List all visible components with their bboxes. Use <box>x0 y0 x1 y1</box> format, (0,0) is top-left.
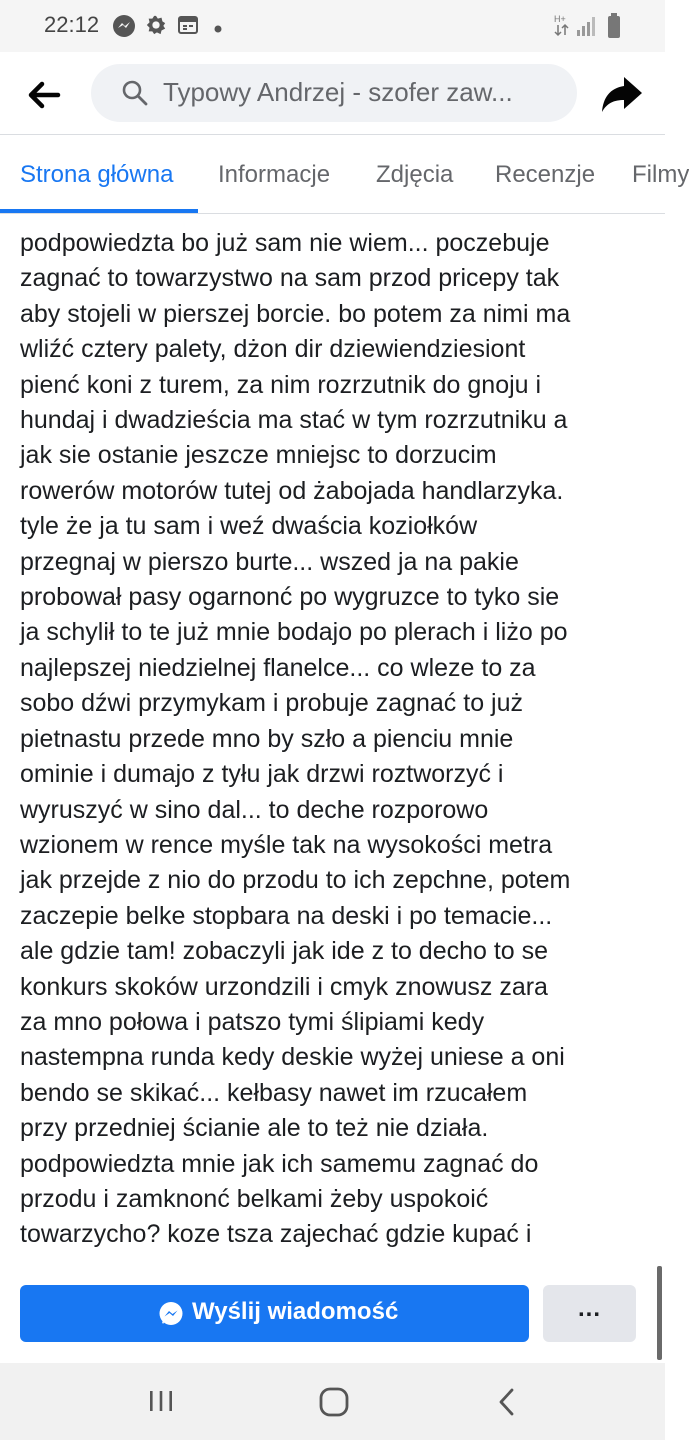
post-line: bendo se skikać... kełbasy nawet im rzucałem <box>20 1078 528 1107</box>
search-icon <box>121 79 149 112</box>
post-line: jak przejde z nio do przodu to ich zepchne, potem <box>20 866 571 895</box>
tab-filmy[interactable]: Filmy <box>632 161 689 188</box>
messenger-status-icon <box>112 14 136 43</box>
home-icon[interactable] <box>319 1387 349 1422</box>
post-text <box>20 226 650 1286</box>
tab-zdjecia[interactable]: Zdjęcia <box>376 161 454 188</box>
post-line: konkurs skoków urzondzili i cmyk znowusz zara <box>20 972 548 1001</box>
more-options-button[interactable] <box>543 1285 636 1342</box>
post-line: jak sie ostanie jeszcze mniejsc to dorzucim <box>20 441 497 470</box>
dot-icon <box>214 20 222 38</box>
status-bar <box>0 0 665 52</box>
tab-bar-divider <box>0 213 665 214</box>
post-line: przegnaj w pierszo burte... wszed ja na pakie <box>20 547 519 576</box>
post-line: pienć koni z turem, za nim rozrzutnik do gnoju i <box>20 370 542 399</box>
post-line: ale gdzie tam! zobaczyli jak ide z to decho to se <box>20 937 549 966</box>
system-nav-bar <box>0 1363 665 1440</box>
post-line: podpowiedzta bo już sam nie wiem... poczebuje <box>20 229 550 257</box>
more-options-label: ... <box>577 1295 601 1322</box>
tab-informacje[interactable]: Informacje <box>218 161 331 188</box>
svg-text:H+: H+ <box>554 14 566 24</box>
send-message-button[interactable] <box>20 1285 529 1342</box>
post-line: nastempna runda kedy deskie wyżej uniese a oni <box>20 1043 565 1072</box>
post-line: ja schylił to te już mnie bodajo po plerach i liżo po <box>20 618 568 647</box>
post-line: tyle że ja tu sam i weź dwaścia koziołków <box>20 512 478 541</box>
post-line: przodu i zamknonć belkami żeby uspokoić <box>20 1184 489 1213</box>
post-line: zaczepie belke stopbara na deski i po temacie... <box>20 901 553 930</box>
post-line: towarzycho? koze tsza zajechać gdzie kupać i <box>20 1220 532 1249</box>
share-button[interactable] <box>600 74 644 116</box>
post-line: pietnastu przede mno by szło a pienciu mnie <box>20 724 514 753</box>
post-line: zagnać to towarzystwo na sam przod pricepy tak <box>20 264 560 293</box>
app-header <box>0 52 665 134</box>
tab-recenzje[interactable]: Recenzje <box>495 161 596 188</box>
arrow-left-icon <box>22 74 64 116</box>
post-line: probował pasy ogarnonć po wygruzce to tyko sie <box>20 583 560 612</box>
battery-icon <box>607 13 621 44</box>
post-line: podpowiedzta mnie jak ich samemu zagnać do <box>20 1149 539 1178</box>
messenger-icon <box>158 1301 184 1332</box>
network-hplus-icon <box>554 13 570 42</box>
search-input[interactable] <box>91 64 577 122</box>
post-line: przy przedniej ścianie ale to też nie działa. <box>20 1114 489 1143</box>
back-button[interactable] <box>22 74 64 116</box>
post-line: wzionem w rence myśle tak na wysokości metra <box>20 830 553 859</box>
send-message-label: Wyślij wiadomość <box>192 1298 399 1325</box>
post-line: hundaj i dwadzieścia ma stać w tym rozrzutniku a <box>20 406 568 435</box>
gear-icon <box>145 14 167 41</box>
share-arrow-icon <box>600 74 644 116</box>
post-line: za mno połowa i patszo tymi ślipiami kedy <box>20 1007 485 1036</box>
post-line: rowerów motorów tutej od żabojada handlarzyka. <box>20 476 564 505</box>
post-line: ominie i dumajo z tyłu jak drzwi roztworzyć i <box>20 760 504 789</box>
recents-icon[interactable] <box>147 1387 175 1420</box>
post-line: najlepszej niedzielnej flanelce... co wleze to za <box>20 653 536 682</box>
post-line: wliźć cztery palety, dżon dir dziewiendziesiont <box>20 335 526 364</box>
tab-bar <box>0 135 689 213</box>
post-line: aby stojeli w pierszej borcie. bo potem za nimi ma <box>20 299 571 328</box>
status-time: 22:12 <box>44 12 100 37</box>
post-line: wyruszyć w sino dal... to deche rozporowo <box>20 795 489 824</box>
post-line: sobo dźwi przymykam i probuje zagnać to już <box>20 689 524 718</box>
scrollbar-thumb[interactable] <box>657 1266 662 1360</box>
tab-strona-glowna[interactable]: Strona główna <box>20 161 174 188</box>
calendar-icon <box>177 14 199 41</box>
signal-icon <box>576 15 598 42</box>
back-chevron-icon[interactable] <box>495 1387 519 1422</box>
search-text: Typowy Andrzej - szofer zaw... <box>163 77 513 107</box>
